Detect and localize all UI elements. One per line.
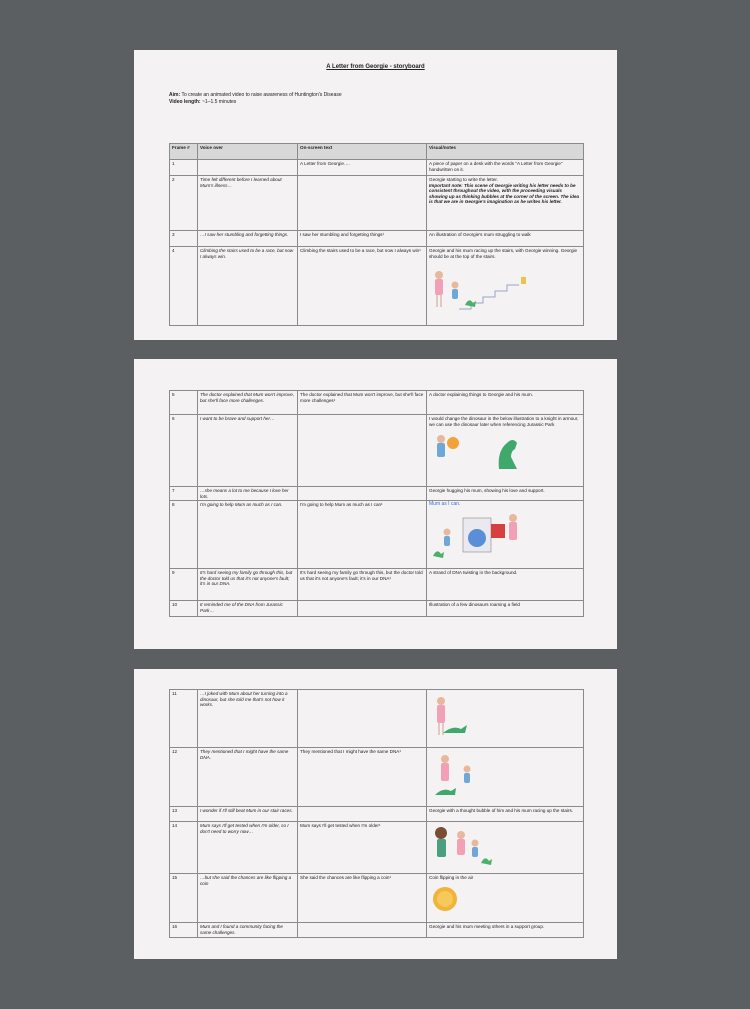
storyboard-table-2 — [169, 390, 584, 617]
frame-number: 2 — [170, 176, 198, 231]
family-dna-illustration — [429, 751, 581, 799]
illustration-caption: Mum as I can. — [429, 501, 461, 508]
voice-over: It reminded me of the DNA from Jurassic Park… — [198, 601, 298, 617]
table-row — [170, 247, 584, 326]
table-row — [170, 160, 584, 176]
storyboard-table-3 — [169, 689, 584, 938]
visual-notes — [427, 247, 584, 326]
table-row — [170, 231, 584, 247]
voice-over: It's hard seeing my family go through this, but the doctor told us that it's not anyone's fault; it's in our DNA. — [198, 569, 298, 601]
table-row — [170, 923, 584, 938]
frame-number: 8 — [170, 501, 198, 569]
voice-over: …I joked with Mum about her turning into a dinosaur, but she told me that's not how it works. — [198, 690, 298, 748]
frame-number: 7 — [170, 487, 198, 501]
frame-number: 10 — [170, 601, 198, 617]
frame-number: 13 — [170, 807, 198, 822]
voice-over: Time felt different before I learned about Mum's illness… — [198, 176, 298, 231]
voice-over: They mentioned that I might have the same DNA. — [198, 748, 298, 807]
voice-over — [198, 160, 298, 176]
header-frame: Frame # — [170, 144, 198, 160]
on-screen-text — [298, 415, 427, 487]
visual-text: Georgie starting to write the letter. — [429, 177, 498, 182]
frame-number: 4 — [170, 247, 198, 326]
frame-number: 11 — [170, 690, 198, 748]
visual-text: I would change the dinosaur in the below illustration to a knight in armour, we can use the dinosaur later when referencing Jurassic Park — [429, 416, 579, 427]
header-row — [170, 144, 584, 160]
visual-notes: Illustration of a few dinosaurs roaming a field — [427, 601, 584, 617]
frame-number: 15 — [170, 874, 198, 923]
visual-notes: A strand of DNA twisting in the background. — [427, 569, 584, 601]
coin-illustration — [429, 883, 581, 917]
voice-over: …I saw her stumbling and forgetting things. — [198, 231, 298, 247]
visual-notes — [427, 415, 584, 487]
mum-dinosaur-illustration — [429, 693, 581, 739]
on-screen-text: Mum says I'll get tested when I'm older¹ — [298, 822, 427, 874]
aim-text: To create an animated video to raise awareness of Huntington's Disease — [181, 92, 342, 98]
length-text: ~1–1.5 minutes — [201, 98, 237, 105]
voice-over: Mum says I'll get tested when I'm older, so I don't need to worry now… — [198, 822, 298, 874]
on-screen-text: They mentioned that I might have the same DNA¹ — [298, 748, 427, 807]
on-screen-text — [298, 923, 427, 938]
on-screen-text: A Letter from Georgie…. — [298, 160, 427, 176]
on-screen-text — [298, 176, 427, 231]
table-row — [170, 874, 584, 923]
voice-over: Climbing the stairs used to be a race, but now I always win. — [198, 247, 298, 326]
visual-notes: Georgie hugging his mum, showing his love and support. — [427, 487, 584, 501]
visual-text: Coin flipping in the air — [429, 875, 474, 880]
on-screen-text — [298, 487, 427, 501]
table-row — [170, 690, 584, 748]
voice-over: I'm going to help Mum as much as I can. — [198, 501, 298, 569]
voice-over: Mum and I found a community facing the same challenges. — [198, 923, 298, 938]
storyboard-page-3 — [134, 669, 617, 959]
header-onscreen: On-screen text — [298, 144, 427, 160]
header-voice: Voice over — [198, 144, 298, 160]
aim-label: Aim: — [169, 92, 181, 98]
frame-number: 14 — [170, 822, 198, 874]
table-row — [170, 487, 584, 501]
voice-over: …but she said the chances are like flipping a coin — [198, 874, 298, 923]
on-screen-text: It's hard seeing my family go through this, but the doctor told us that it's not anyone's fault; it's in our DNA¹ — [298, 569, 427, 601]
storyboard-page-2 — [134, 359, 617, 649]
visual-notes — [427, 176, 584, 231]
on-screen-text — [298, 601, 427, 617]
doctor-visit-illustration — [429, 825, 581, 867]
frame-number: 1 — [170, 160, 198, 176]
visual-notes: Georgie and his mum meeting others in a support group. — [427, 923, 584, 938]
frame-number: 9 — [170, 569, 198, 601]
frame-number: 5 — [170, 391, 198, 415]
stairs-illustration — [429, 261, 581, 313]
on-screen-text: The doctor explained that Mum won't improve, but she'll face more challenges¹ — [298, 391, 427, 415]
on-screen-text — [298, 807, 427, 822]
on-screen-text: Climbing the stairs used to be a race, but now I always win¹ — [298, 247, 427, 326]
frame-number: 12 — [170, 748, 198, 807]
storyboard-table-1 — [169, 143, 584, 326]
table-row — [170, 415, 584, 487]
frame-number: 6 — [170, 415, 198, 487]
voice-over: I want to be brave and support her… — [198, 415, 298, 487]
visual-notes: A piece of paper on a desk with the words "A Letter from Georgie" handwritten on it. — [427, 160, 584, 176]
important-note: Important note: This scene of Georgie writing his letter needs to be consistent throughout the video, with the proceeding visuals showing up as thinking bubbles at the corner of the screen. The idea is that we are in Georgie's imagination as he writes his letter. — [429, 182, 580, 205]
voice-over: The doctor explained that Mum won't improve, but she'll face more challenges. — [198, 391, 298, 415]
table-row — [170, 501, 584, 569]
table-row — [170, 569, 584, 601]
table-row — [170, 822, 584, 874]
visual-notes — [427, 748, 584, 807]
table-row — [170, 807, 584, 822]
length-line — [169, 99, 342, 106]
visual-notes — [427, 822, 584, 874]
length-label: Video length: — [169, 98, 201, 105]
table-row — [170, 391, 584, 415]
storyboard-page-1 — [134, 50, 617, 340]
visual-notes: An illustration of Georgie's mum struggling to walk — [427, 231, 584, 247]
voice-over: I wonder if I'll still beat Mum in our stair races. — [198, 807, 298, 822]
on-screen-text: I'm going to help Mum as much as I can¹ — [298, 501, 427, 569]
visual-text: Georgie and his mum racing up the stairs, with Georgie winning. Georgie should be at the top of the stairs. — [429, 248, 578, 259]
table-row — [170, 748, 584, 807]
voice-over: …she means a lot to me because I love her lots. — [198, 487, 298, 501]
visual-notes — [427, 874, 584, 923]
frame-number: 3 — [170, 231, 198, 247]
frame-number: 16 — [170, 923, 198, 938]
table-row — [170, 601, 584, 617]
visual-notes — [427, 690, 584, 748]
visual-notes: Georgie with a thought bubble of him and his mum racing up the stairs. — [427, 807, 584, 822]
on-screen-text: I saw her stumbling and forgetting things¹ — [298, 231, 427, 247]
dinosaur-illustration — [429, 429, 581, 473]
header-visual: Visual/notes — [427, 144, 584, 160]
washing-machine-illustration — [429, 510, 581, 562]
table-row — [170, 176, 584, 231]
document-title: A Letter from Georgie - storyboard — [326, 64, 425, 70]
visual-notes: A doctor explaining things to Georgie and his mum. — [427, 391, 584, 415]
on-screen-text — [298, 690, 427, 748]
aim-block — [169, 92, 342, 105]
on-screen-text: She said the chances are like flipping a coin¹ — [298, 874, 427, 923]
visual-notes — [427, 501, 584, 569]
